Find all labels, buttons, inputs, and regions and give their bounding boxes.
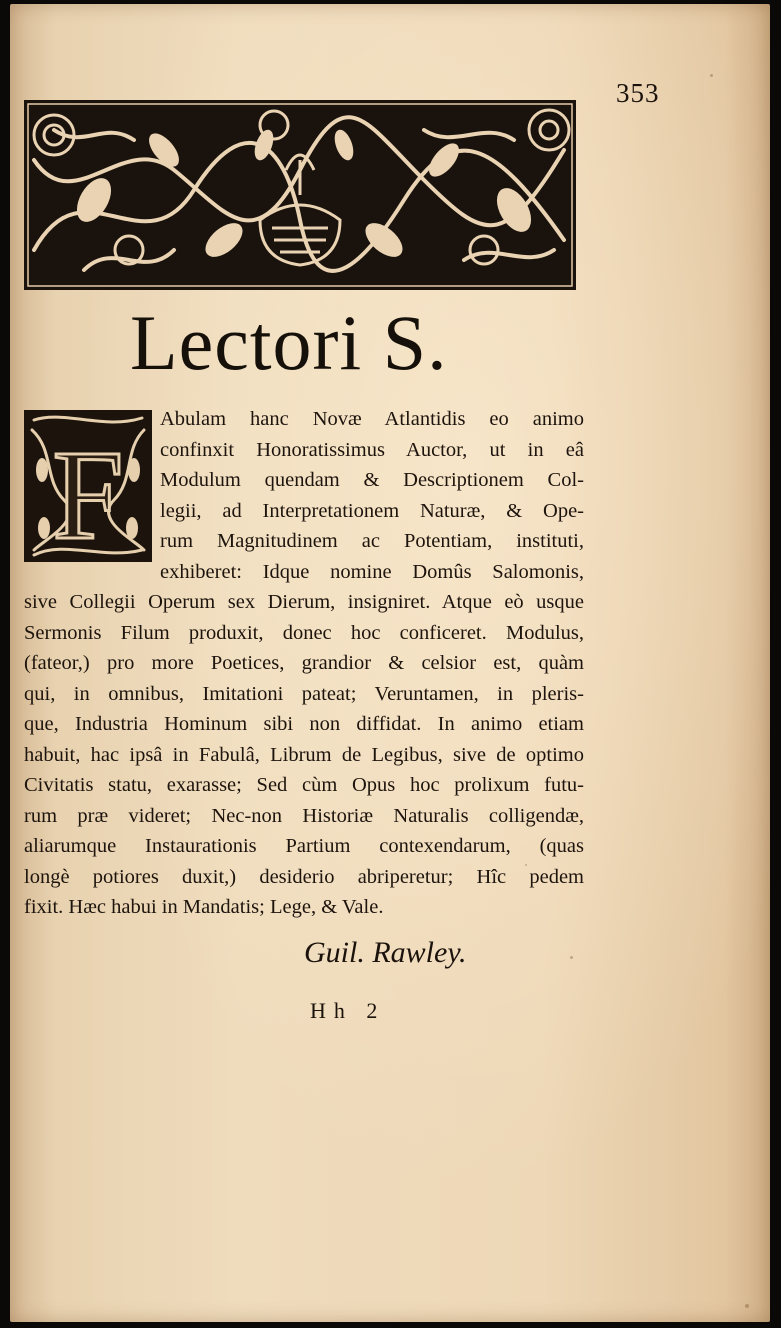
text-line: Modulum quendam & Descriptionem Col- bbox=[160, 469, 584, 491]
text-line: rum præ videret; Nec-non Historiæ Naturalis colligendæ, bbox=[24, 804, 584, 827]
page-title: Lectori S. bbox=[130, 299, 448, 386]
text-line: rum Magnitudinem ac Potentiam, instituti, bbox=[160, 530, 584, 552]
paper-spot bbox=[710, 74, 713, 77]
text-line: Civitatis statu, exarasse; Sed cùm Opus hoc prolixum futu- bbox=[24, 774, 584, 796]
body-text bbox=[24, 404, 584, 923]
text-line: sive Collegii Operum sex Dierum, insigniret. Atque eò usque bbox=[24, 591, 584, 613]
text-line: exhiberet: Idque nomine Domûs Salomonis, bbox=[160, 560, 584, 583]
book-page bbox=[10, 4, 770, 1322]
signature-mark: Hh 2 bbox=[310, 998, 386, 1023]
paper-spot bbox=[570, 956, 573, 959]
paper-spot bbox=[745, 1304, 749, 1308]
text-line: habuit, hac ipsâ in Fabulâ, Librum de Legibus, sive de optimo bbox=[24, 743, 584, 766]
text-line: Abulam hanc Novæ Atlantidis eo animo bbox=[160, 408, 584, 430]
text-line: fixit. Hæc habui in Mandatis; Lege, & Vale. bbox=[24, 896, 384, 918]
text-line: aliarumque Instaurationis Partium contexendarum, (quas bbox=[24, 835, 584, 857]
paper-spot bbox=[525, 864, 527, 866]
text-line: (fateor,) pro more Poetices, grandior & celsior est, quàm bbox=[24, 652, 584, 674]
ornamental-headpiece bbox=[24, 100, 576, 290]
text-line: legii, ad Interpretationem Naturæ, & Ope- bbox=[160, 499, 584, 522]
page-number: 353 bbox=[616, 78, 660, 108]
initial-letter-glyph: F bbox=[52, 424, 124, 562]
text-line: Sermonis Filum produxit, donec hoc conficeret. Modulus, bbox=[24, 621, 584, 644]
text-line: qui, in omnibus, Imitationi pateat; Veruntamen, in pleris- bbox=[24, 682, 584, 705]
signature: Guil. Rawley. bbox=[304, 936, 467, 969]
text-line: longè potiores duxit,) desiderio abriperetur; Hîc pedem bbox=[24, 865, 584, 888]
text-line: que, Industria Hominum sibi non diffidat. In animo etiam bbox=[24, 713, 584, 735]
text-line: confinxit Honoratissimus Auctor, ut in eâ bbox=[160, 438, 584, 461]
